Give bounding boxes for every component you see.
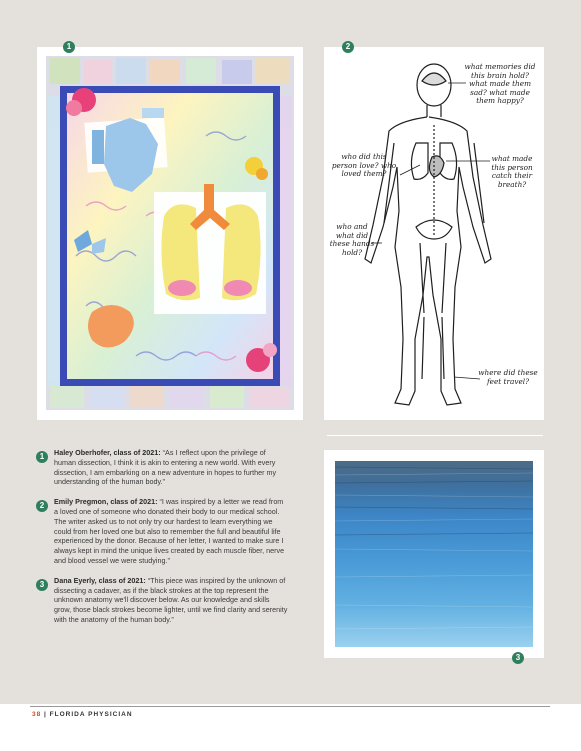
artwork-2-frame	[324, 47, 544, 420]
column-divider	[327, 435, 543, 436]
artwork-3-blue-strokes	[335, 461, 533, 647]
footer-rule	[30, 706, 550, 707]
footer-page-number: 38	[32, 711, 42, 718]
artwork-1-badge: 1	[63, 41, 75, 53]
caption-2-badge: 2	[36, 500, 48, 512]
caption-2	[36, 497, 288, 566]
caption-1-text: “As I reflect upon the privilege of human dissection, I think it is akin to entering a new world. With every dissection, I am embarking on a new adventure in hopes to further my understanding of the human body.”	[54, 448, 277, 487]
footer-separator: |	[44, 711, 50, 718]
annotation-brain: what memories did this brain hold? what made them sad? what made them happy?	[464, 62, 536, 106]
artwork-3-badge: 3	[512, 652, 524, 664]
annotation-hands: who and what did these hands hold?	[329, 222, 375, 257]
caption-2-author: Emily Pregmon, class of 2021:	[54, 497, 158, 507]
caption-3-badge: 3	[36, 579, 48, 591]
caption-3-text: “This piece was inspired by the unknown of dissecting a cadaver, as if the black strokes at the top represent the unknown anatomy we'll discover below. As our knowledge and skills grow, those black strokes become lighter, until we find clarity and serenity with the anatomy of the human body.”	[54, 575, 288, 624]
footer-title: FLORIDA PHYSICIAN	[49, 711, 133, 718]
artwork-3-frame	[324, 450, 544, 658]
artwork-2-badge: 2	[342, 41, 354, 53]
caption-1-badge: 1	[36, 451, 48, 463]
caption-2-text: “I was inspired by a letter we read from a loved one of someone who donated their body to our medical school. The writer asked us to not only try our hardest to learn everything we could from her loved one but also to remember the full and beautiful life experienced by the donor. Because of her letter, I wanted to make sure I always kept in mind the unique lives created by each muscle fiber, nerve and blood vessel we were studying.”	[54, 497, 285, 565]
caption-1-author: Haley Oberhofer, class of 2021:	[54, 448, 161, 457]
caption-3	[36, 576, 288, 625]
captions	[36, 448, 288, 635]
annotation-love: who did this person love? who loved them?	[331, 152, 397, 179]
caption-1	[36, 448, 288, 487]
artwork-1-frame	[37, 47, 303, 420]
annotation-feet: where did these feet travel?	[478, 368, 538, 386]
footer	[32, 711, 133, 718]
artwork-1-collage	[46, 56, 294, 410]
caption-3-author: Dana Eyerly, class of 2021:	[54, 575, 146, 585]
annotation-breath: what made this person catch their breath?	[491, 154, 533, 189]
